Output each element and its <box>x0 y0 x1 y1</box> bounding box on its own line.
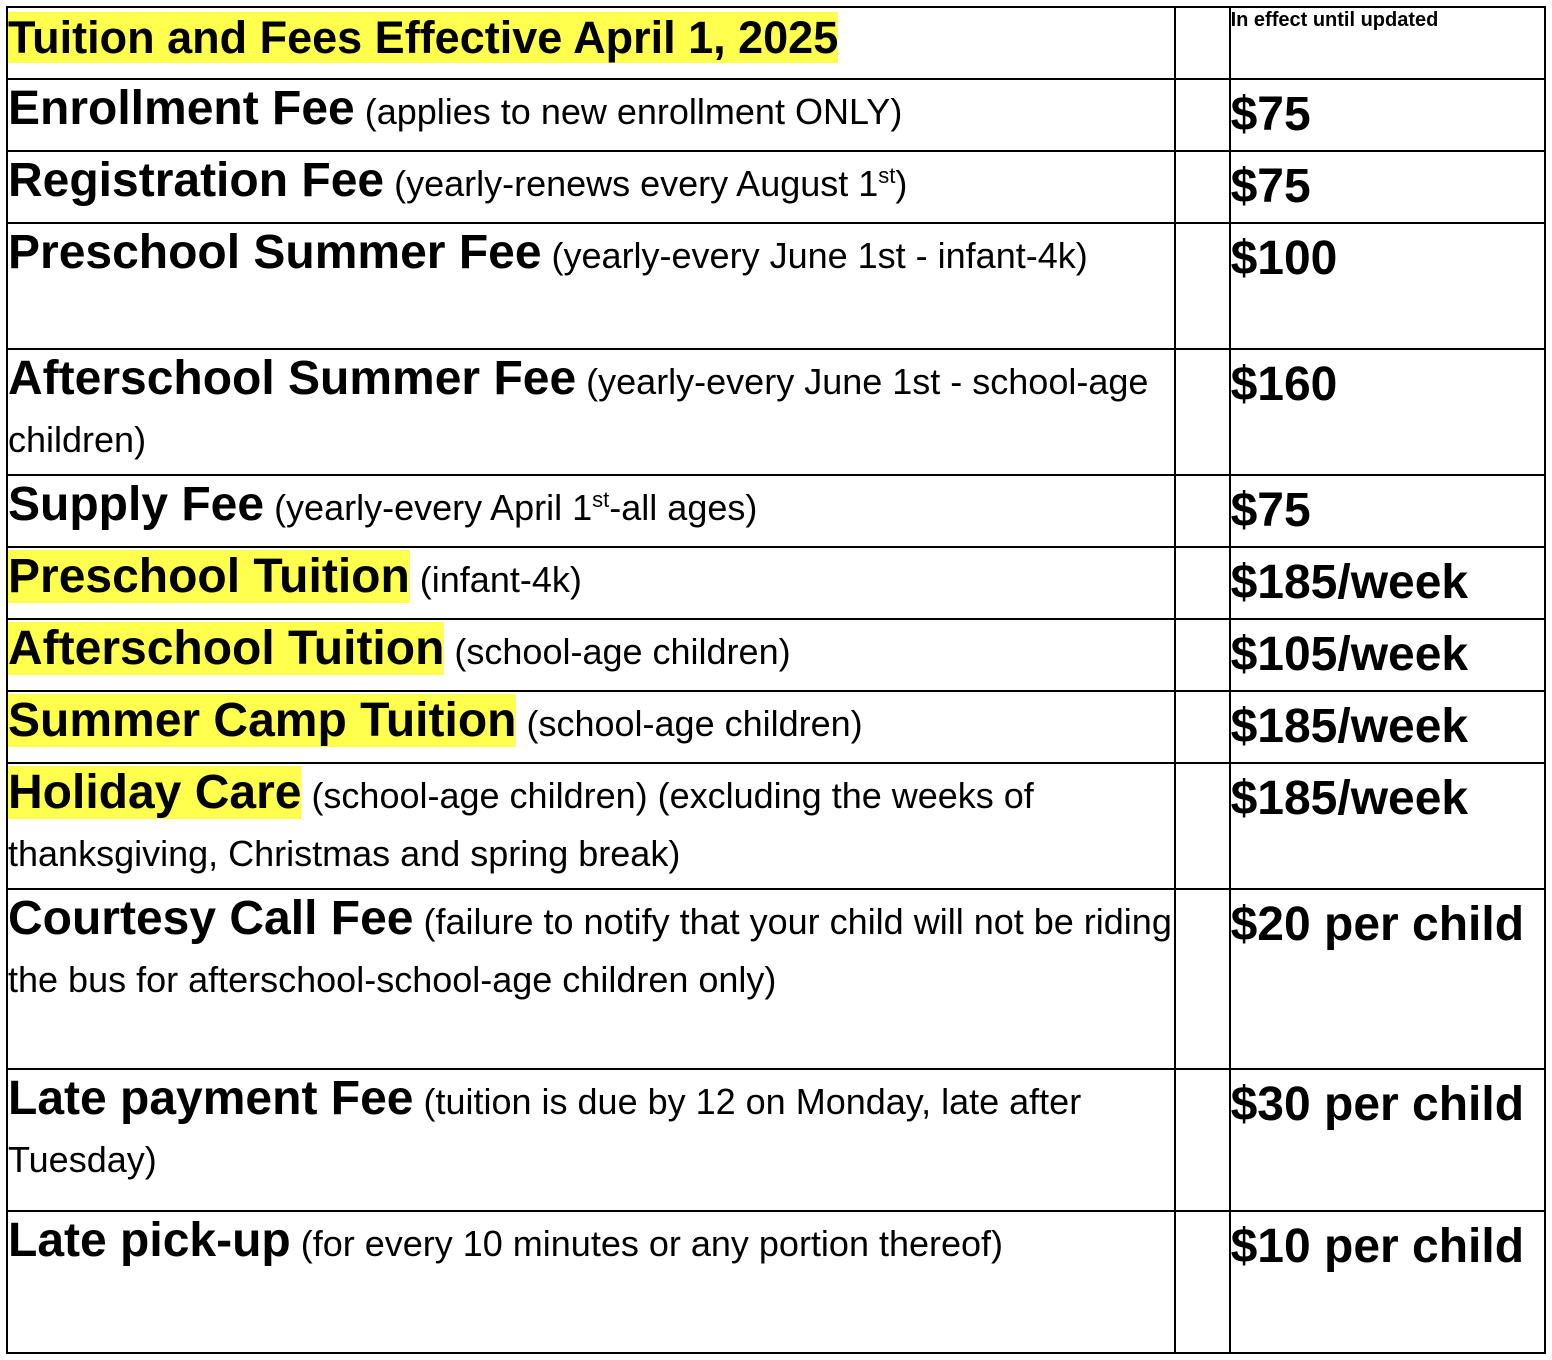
fee-amount: $10 per child <box>1230 1211 1545 1353</box>
fee-note: (infant-4k) <box>409 559 582 600</box>
fee-amount: $160 <box>1230 349 1545 475</box>
fee-amount: $185/week <box>1230 763 1545 889</box>
fee-note: (yearly-every June 1st - school-age children) <box>8 361 1149 460</box>
fee-amount: $75 <box>1230 79 1545 151</box>
fee-description <box>7 223 1175 349</box>
fee-description <box>7 475 1175 547</box>
fee-description <box>7 1211 1175 1353</box>
fee-name: Late pick-up <box>8 1214 291 1267</box>
empty-cell <box>1175 7 1230 79</box>
table-row <box>7 475 1545 547</box>
table-row <box>7 889 1545 1069</box>
empty-cell <box>1175 889 1230 1069</box>
table-header-row <box>7 7 1545 79</box>
fee-note: (failure to notify that your child will not be riding the bus for afterschool-school-age children only) <box>8 901 1172 1000</box>
empty-cell <box>1175 223 1230 349</box>
table-row <box>7 151 1545 223</box>
fee-name: Supply Fee <box>8 478 265 531</box>
fee-name: Afterschool Tuition <box>8 622 445 675</box>
fee-description <box>7 763 1175 889</box>
fee-amount: $100 <box>1230 223 1545 349</box>
fee-note: (applies to new enrollment ONLY) <box>354 91 903 132</box>
fee-name: Late payment Fee <box>8 1072 414 1125</box>
fee-description <box>7 79 1175 151</box>
empty-cell <box>1175 547 1230 619</box>
fee-note-superscript: st <box>878 163 896 188</box>
empty-cell <box>1175 763 1230 889</box>
fee-note: (yearly-renews every August 1 <box>384 163 879 204</box>
fee-note: (for every 10 minutes or any portion thereof) <box>290 1223 1004 1264</box>
fee-name: Holiday Care <box>8 766 302 819</box>
table-row <box>7 691 1545 763</box>
empty-cell <box>1175 475 1230 547</box>
empty-cell <box>1175 151 1230 223</box>
page-title: Tuition and Fees Effective April 1, 2025 <box>8 12 839 63</box>
fee-note: (school-age children) (excluding the weeks of thanksgiving, Christmas and spring break) <box>8 775 1034 874</box>
fee-name: Registration Fee <box>8 154 385 207</box>
table-row <box>7 547 1545 619</box>
table-row <box>7 763 1545 889</box>
fee-amount: $185/week <box>1230 691 1545 763</box>
table-row <box>7 1211 1545 1353</box>
empty-cell <box>1175 619 1230 691</box>
fee-name: Summer Camp Tuition <box>8 694 517 747</box>
fee-name: Preschool Tuition <box>8 550 410 603</box>
fee-description <box>7 349 1175 475</box>
fee-name: Enrollment Fee <box>8 82 355 135</box>
fee-table <box>6 6 1546 1354</box>
empty-cell <box>1175 349 1230 475</box>
empty-cell <box>1175 79 1230 151</box>
table-row <box>7 349 1545 475</box>
fee-note: (school-age children) <box>444 631 791 672</box>
title-cell <box>7 7 1175 79</box>
fee-note-end: -all ages) <box>609 487 758 528</box>
fee-note: (school-age children) <box>516 703 863 744</box>
fee-description <box>7 1069 1175 1211</box>
fee-amount: $185/week <box>1230 547 1545 619</box>
fee-amount: $75 <box>1230 151 1545 223</box>
fee-note-end: ) <box>895 163 908 204</box>
fee-description <box>7 619 1175 691</box>
fee-amount: $20 per child <box>1230 889 1545 1069</box>
table-row <box>7 619 1545 691</box>
table-row <box>7 1069 1545 1211</box>
fee-description <box>7 547 1175 619</box>
empty-cell <box>1175 1069 1230 1211</box>
fee-note: (yearly-every April 1 <box>264 487 593 528</box>
effective-note: In effect until updated <box>1230 7 1545 79</box>
fee-amount: $75 <box>1230 475 1545 547</box>
fee-amount: $30 per child <box>1230 1069 1545 1211</box>
fee-name: Afterschool Summer Fee <box>8 352 577 405</box>
fee-description <box>7 151 1175 223</box>
fee-amount: $105/week <box>1230 619 1545 691</box>
empty-cell <box>1175 1211 1230 1353</box>
table-row <box>7 79 1545 151</box>
fee-note-superscript: st <box>592 487 610 512</box>
fee-note: (tuition is due by 12 on Monday, late after Tuesday) <box>8 1081 1082 1180</box>
fee-name: Courtesy Call Fee <box>8 892 414 945</box>
fee-note: (yearly-every June 1st - infant-4k) <box>541 235 1088 276</box>
fee-description <box>7 889 1175 1069</box>
fee-description <box>7 691 1175 763</box>
fee-name: Preschool Summer Fee <box>8 226 542 279</box>
table-row <box>7 223 1545 349</box>
empty-cell <box>1175 691 1230 763</box>
